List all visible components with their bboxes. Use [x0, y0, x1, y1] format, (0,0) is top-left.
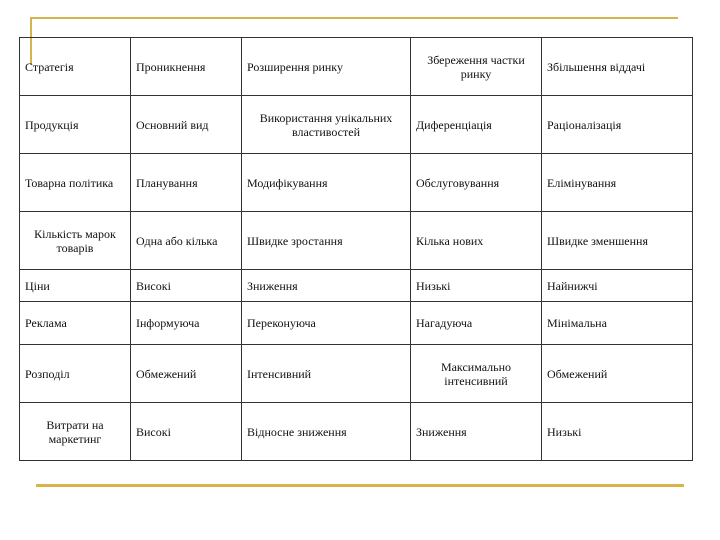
table-cell: Реклама	[20, 302, 131, 345]
table-cell: Товарна політика	[20, 154, 131, 212]
strategy-table	[19, 37, 693, 461]
table-row	[20, 154, 693, 212]
table-cell: Низькі	[542, 403, 693, 461]
table-cell: Диференціація	[411, 96, 542, 154]
table-cell: Проникнення	[131, 38, 242, 96]
table-cell: Елімінування	[542, 154, 693, 212]
table-cell: Високі	[131, 403, 242, 461]
table-cell: Обмежений	[131, 345, 242, 403]
table-cell: Швидке зменшення	[542, 212, 693, 270]
table-row	[20, 212, 693, 270]
table-cell: Стратегія	[20, 38, 131, 96]
table-cell: Витрати на маркетинг	[20, 403, 131, 461]
table-cell: Модифікування	[242, 154, 411, 212]
table-cell: Відносне зниження	[242, 403, 411, 461]
table-cell: Нагадуюча	[411, 302, 542, 345]
table-row	[20, 38, 693, 96]
table-cell: Низькі	[411, 270, 542, 302]
table-cell: Інформуюча	[131, 302, 242, 345]
table-cell: Зниження	[411, 403, 542, 461]
table-row	[20, 345, 693, 403]
table-row	[20, 96, 693, 154]
table-cell: Максимально інтенсивний	[411, 345, 542, 403]
table-row	[20, 270, 693, 302]
table-cell: Використання унікальних властивостей	[242, 96, 411, 154]
table-cell: Обмежений	[542, 345, 693, 403]
table-cell: Переконуюча	[242, 302, 411, 345]
table-cell: Зниження	[242, 270, 411, 302]
table-cell: Мінімальна	[542, 302, 693, 345]
table-cell: Кількість марок товарів	[20, 212, 131, 270]
table-cell: Збільшення віддачі	[542, 38, 693, 96]
table-cell: Найнижчі	[542, 270, 693, 302]
table-cell: Основний вид	[131, 96, 242, 154]
table-cell: Швидке зростання	[242, 212, 411, 270]
table-cell: Продукція	[20, 96, 131, 154]
table-cell: Ціни	[20, 270, 131, 302]
table-cell: Збереження частки ринку	[411, 38, 542, 96]
table-cell: Інтенсивний	[242, 345, 411, 403]
table-cell: Одна або кілька	[131, 212, 242, 270]
table-row	[20, 403, 693, 461]
decorative-line-top	[30, 17, 678, 19]
decorative-line-bottom	[36, 484, 684, 487]
table-cell: Обслуговування	[411, 154, 542, 212]
table-cell: Кілька нових	[411, 212, 542, 270]
table-row	[20, 302, 693, 345]
table-cell: Розширення ринку	[242, 38, 411, 96]
table-cell: Планування	[131, 154, 242, 212]
table-cell: Розподіл	[20, 345, 131, 403]
table-cell: Раціоналізація	[542, 96, 693, 154]
table-cell: Високі	[131, 270, 242, 302]
